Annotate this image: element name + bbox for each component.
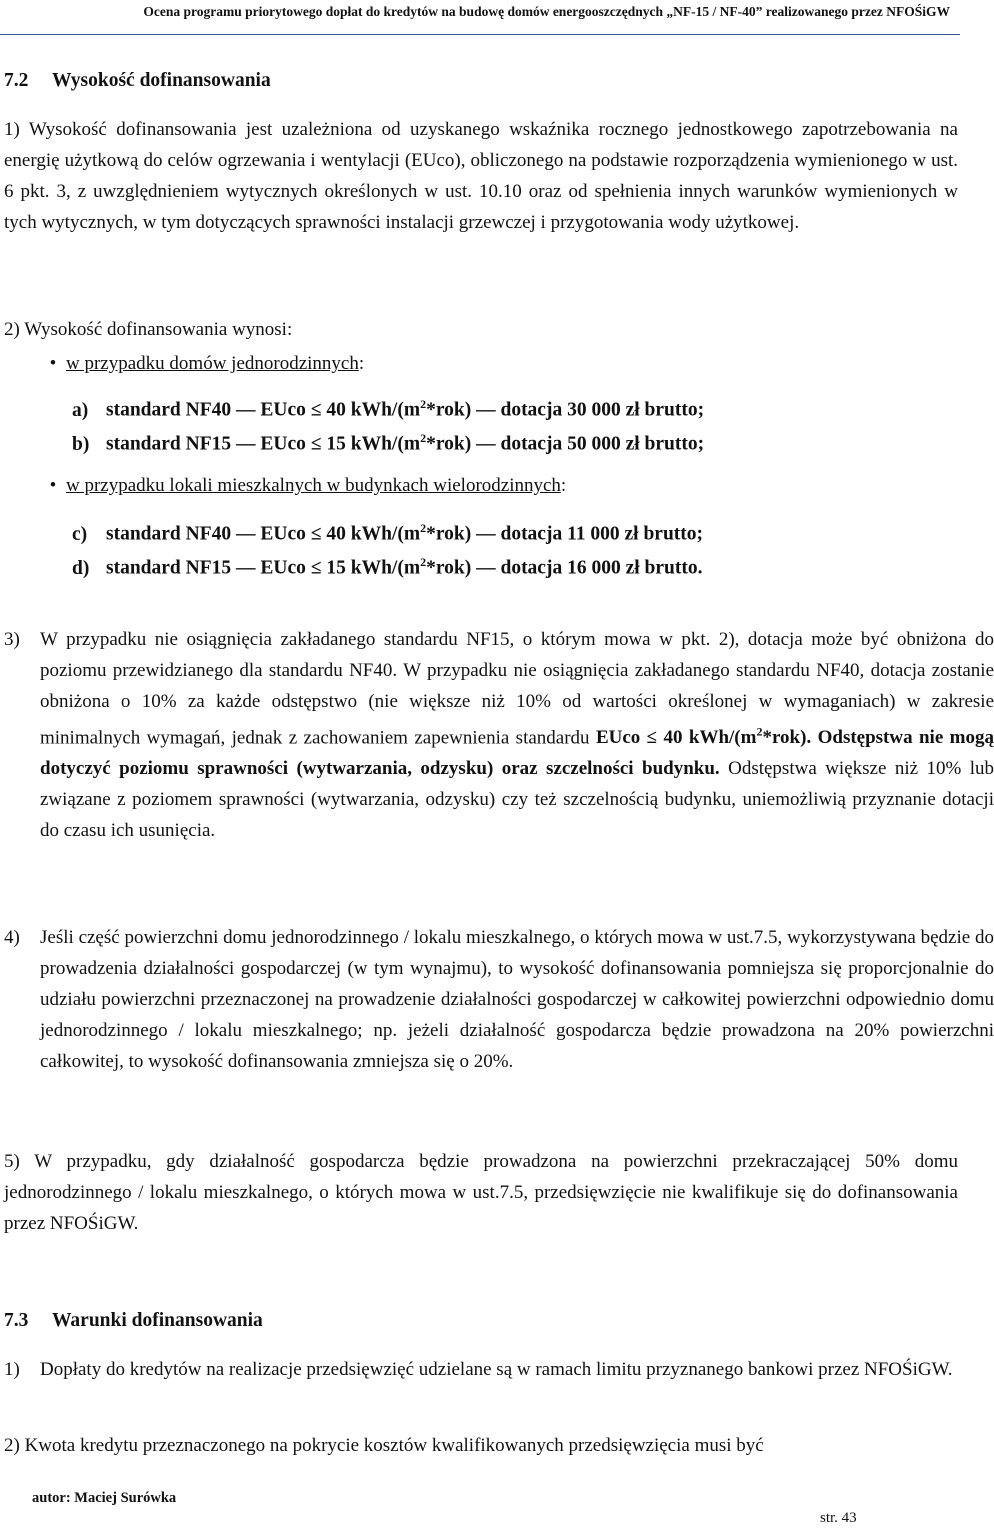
paragraph-number: 3) [4,629,20,650]
paragraph-number: 2) [4,319,20,340]
item-pre: standard NF40 — EUco [106,399,306,421]
item-pre: standard NF40 — EUco [106,523,306,545]
paragraph-7-2-5: 5) W przypadku, gdy działalność gospodarcza będzie prowadzona na powierzchni przekraczającej 50% domu jednorodzinnego / lokalu mieszkalnego, o których mowa w ust.7.5, przedsięwzięcie nie kwalifikuje się do dofinansowania przez NFOŚiGW. [4,1151,958,1234]
item-pre: standard NF15 — EUco [106,433,306,455]
le-symbol: ≤ [310,433,322,455]
paragraph-bold-tail: *rok). Odstępstwa nie mogą dotyczyć poziomu sprawności (wytwarzania, odzysku) oraz szczelności budynku. [40,727,994,780]
bullet-label: w przypadku lokali mieszkalnych w budynkach wielorodzinnych [66,475,561,496]
paragraph-7-3-1 [4,1354,994,1385]
standard-item-a [72,390,704,425]
standard-item-c [72,514,703,549]
bullet-dot: • [49,353,57,374]
section-title: Warunki dofinansowania [52,1310,263,1331]
paragraph-text: W przypadku nie osiągnięcia zakładanego standardu NF15, o którym mowa w pkt. 2), dotacja może być obniżona do poziomu przewidzianego dla standardu NF40. W przypadku nie osiągnięcia zakładanego standardu NF40, dotacja zostanie obniżona o 10% za każde odstępstwo (nie większe niż 10% od wartości określonej w wymaganiach) w zakresie minimalnych wymagań, jednak z zachowaniem zapewnienia standardu [40,629,994,749]
running-header: Ocena programu priorytowego dopłat do kredytów na budowę domów energooszczędnych „NF-15 / NF-40” realizowanego przez NFOŚiGW [143,4,950,19]
paragraph-sup: 2 [756,725,763,739]
section-number: 7.3 [4,1310,29,1331]
paragraph-bold-euco: EUco [595,727,641,749]
le-symbol: ≤ [310,523,322,545]
le-symbol: ≤ [310,557,322,579]
bullet-multi-family [40,472,566,500]
item-tail: *rok) — dotacja 11 000 zł brutto; [426,523,704,545]
paragraph-text: Wysokość dofinansowania wynosi: [24,319,293,340]
item-tail: *rok) — dotacja 30 000 zł brutto; [426,399,705,421]
item-sup: 2 [420,397,427,411]
bullet-colon: : [358,353,365,374]
paragraph-7-2-4 [4,922,994,1077]
item-letter: b) [72,433,90,455]
le-symbol: ≤ [646,727,658,749]
item-post: 40 kWh/(m [326,399,421,421]
item-tail: *rok) — dotacja 16 000 zł brutto. [426,557,703,579]
footer-author: autor: Maciej Surówka [32,1490,177,1506]
paragraph-text: Wysokość dofinansowania jest uzależniona od uzyskanego wskaźnika rocznego jednostkowego zapotrzebowania na energię użytkową do celów ogrzewania i wentylacji (EUco), obliczonego na podstawie rozporządzenia wymienionego w ust. 6 pkt. 3, z uwzględnieniem wytycznych określonych w ust. 10.10 oraz od spełnienia innych warunków wymienionych w tych wytycznych, w tym dotyczących sprawności instalacji grzewczej i przygotowania wody użytkowej. [4,119,958,233]
footer-page-number: str. 43 [820,1510,857,1526]
paragraph-7-2-1 [4,114,958,238]
item-tail: *rok) — dotacja 50 000 zł brutto; [426,433,705,455]
bullet-label: w przypadku domów jednorodzinnych [66,353,359,374]
item-post: 40 kWh/(m [326,523,421,545]
section-heading-7-3 [4,1310,263,1332]
paragraph-bold-value: 40 kWh/(m [663,727,757,749]
paragraph-text: Dopłaty do kredytów na realizacje przedsięwzięć udzielane są w ramach limitu przyznanego bankowi przez NFOŚiGW. [40,1359,953,1380]
item-letter: a) [72,399,89,421]
section-number: 7.2 [4,70,29,91]
section-heading-7-2 [4,70,271,92]
paragraph-number: 1) [4,119,20,140]
header-rule [0,34,960,35]
item-sup: 2 [420,431,427,445]
paragraph-number: 4) [4,927,20,948]
item-letter: c) [72,523,88,545]
paragraph-text: Jeśli część powierzchni domu jednorodzinnego / lokalu mieszkalnego, o których mowa w ust.7.5, wykorzystywana będzie do prowadzenia działalności gospodarczej (w tym wynajmu), to wysokość dofinansowania pomniejsza się proporcjonalnie do udziału powierzchni przeznaczonej na prowadzenie działalności gospodarczej w całkowitej powierzchni odpowiednio domu jednorodzinnego / lokalu mieszkalnego; np. jeżeli działalność gospodarcza będzie prowadzona na 20% powierzchni całkowitej, to wysokość dofinansowania zmniejsza się o 20%. [40,927,994,1072]
section-title: Wysokość dofinansowania [52,70,271,91]
item-post: 15 kWh/(m [326,557,421,579]
item-sup: 2 [420,555,427,569]
standard-item-d [72,548,703,583]
paragraph-7-2-2 [4,314,958,345]
item-post: 15 kWh/(m [326,433,421,455]
bullet-colon: : [560,475,567,496]
bullet-single-family [40,350,364,378]
paragraph-7-3-2: 2) Kwota kredytu przeznaczonego na pokrycie kosztów kwalifikowanych przedsięwzięcia musi być [4,1435,764,1456]
item-sup: 2 [420,521,427,535]
item-letter: d) [72,557,90,579]
le-symbol: ≤ [310,399,322,421]
paragraph-number: 1) [4,1359,20,1380]
standard-item-b [72,424,704,459]
item-pre: standard NF15 — EUco [106,557,306,579]
paragraph-7-2-3 [4,624,994,846]
bullet-dot: • [49,475,57,496]
paragraph-text-end: Odstępstwa większe niż 10% lub związane z poziomem sprawności (wytwarzania, odzysku) czy też szczelnością budynku, uniemożliwią przyznanie dotacji do czasu ich usunięcia. [40,758,994,842]
